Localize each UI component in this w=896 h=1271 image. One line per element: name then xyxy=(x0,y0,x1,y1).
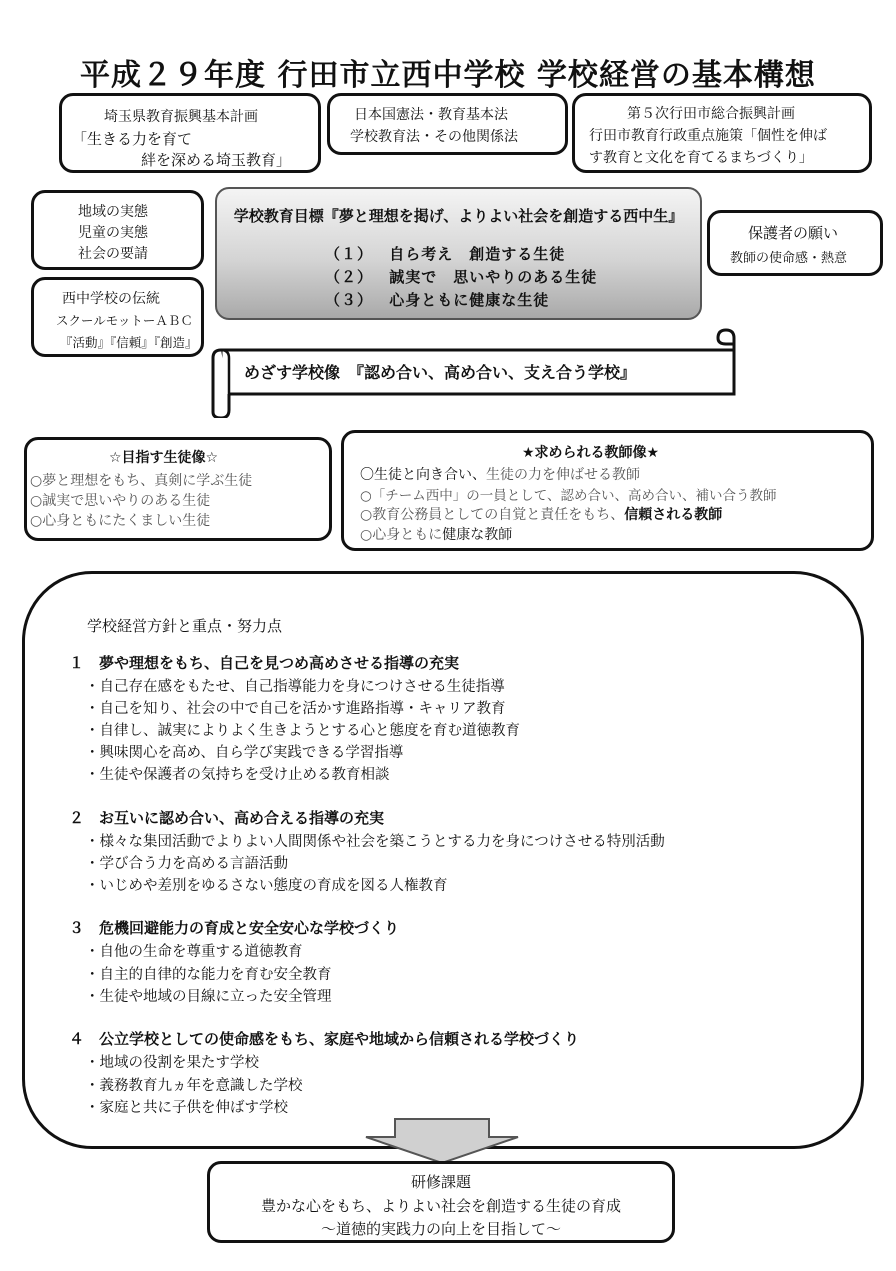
jittai-line2: 児童の実態 xyxy=(78,225,148,241)
research-title: 研修課題 xyxy=(410,1173,471,1191)
saitama-heading: 埼玉県教育振興基本計画 xyxy=(104,109,258,125)
policy-item: ・自主的自律的な能力を育む安全教育 xyxy=(85,967,332,983)
policy-section-title: ３ 危機回避能力の育成と安全安心な学校づくり xyxy=(69,919,400,937)
tradition-line3: 『活動』『信頼』『創造』 xyxy=(60,335,198,350)
student-image-title: ☆目指す生徒像☆ xyxy=(109,450,219,466)
saitama-line1: 「生きる力を育て xyxy=(72,130,193,148)
tradition-box xyxy=(31,277,204,357)
goal-item-num: （３） xyxy=(325,291,374,309)
teacher-image-box xyxy=(341,430,874,551)
saitama-plan-box xyxy=(59,93,321,173)
policy-item: ・義務教育九ヵ年を意識した学校 xyxy=(85,1078,303,1094)
jittai-line3: 社会の要請 xyxy=(78,246,148,262)
school-goal-title: 学校教育目標『夢と理想を掲げ、よりよい社会を創造する西中生』 xyxy=(233,207,684,225)
policy-item: ・地域の役割を果たす学校 xyxy=(85,1055,259,1071)
tradition-line2: スクールモットーＡＢＣ xyxy=(56,313,193,328)
policy-item: ・家庭と共に子供を伸ばす学校 xyxy=(85,1100,288,1116)
jittai-box xyxy=(31,190,204,270)
policy-item: ・学び合う力を高める言語活動 xyxy=(85,856,288,872)
down-arrow-icon xyxy=(362,1117,522,1165)
saitama-line2: 絆を深める埼玉教育」 xyxy=(141,151,292,169)
parents-line1: 保護者の願い xyxy=(748,224,839,242)
policy-item: ・様々な集団活動でよりよい人間関係や社会を築こうとする力を身につけさせる特別活動 xyxy=(85,834,665,850)
parents-wish-box xyxy=(707,210,883,276)
tradition-line1: 西中学校の伝統 xyxy=(62,291,160,307)
page-title: 平成２９年度 行田市立西中学校 学校経営の基本構想 xyxy=(80,58,816,93)
teacher-item-lead: ○教育公務員としての自覚と責任をもち、 xyxy=(360,507,625,523)
student-image-item: ○夢と理想をもち、真剣に学ぶ生徒 xyxy=(30,473,253,489)
student-image-item: ○心身ともにたくましい生徒 xyxy=(30,513,211,529)
teacher-image-title: ★求められる教師像★ xyxy=(522,445,660,461)
policy-item: ・自他の生命を尊重する道徳教育 xyxy=(85,944,303,960)
policy-section-title: ２ お互いに認め合い、高め合える指導の充実 xyxy=(69,809,385,827)
goal-item-num: （１） xyxy=(325,245,374,263)
policy-item: ・興味関心を高め、自ら学び実践できる学習指導 xyxy=(85,745,404,761)
policy-item: ・いじめや差別をゆるさない態度の育成を図る人権教育 xyxy=(85,878,448,894)
policy-item: ・生徒や保護者の気持ちを受け止める教育相談 xyxy=(85,767,390,783)
law-box xyxy=(327,93,568,155)
parents-line2: 教師の使命感・熱意 xyxy=(730,251,848,266)
teacher-image-item xyxy=(360,464,640,484)
policy-item: ・自己存在感をもたせ、自己指導能力を身につけさせる生徒指導 xyxy=(85,679,505,695)
goal-item-2 xyxy=(325,266,597,287)
teacher-image-item xyxy=(360,504,722,524)
student-image-box xyxy=(24,437,332,541)
goal-item-text: 誠実で 思いやりのある生徒 xyxy=(389,268,598,286)
gyoda-plan-box xyxy=(572,93,872,173)
teacher-item-lead: 〇生徒と向き合い、 xyxy=(360,467,486,483)
gyoda-line1: 第５次行田市総合振興計画 xyxy=(627,106,795,122)
gyoda-line3: す教育と文化を育てるまちづくり」 xyxy=(589,150,813,166)
research-line1: 豊かな心をもち、よりよい社会を創造する生徒の育成 xyxy=(260,1197,621,1215)
teacher-item-rest: 健康な教師 xyxy=(442,527,513,543)
policy-item: ・自己を知り、社会の中で自己を活かす進路指導・キャリア教育 xyxy=(85,701,506,717)
policy-item: ・自律し、誠実によりよく生きようとする心と態度を育む道徳教育 xyxy=(85,723,520,739)
gyoda-line2: 行田市教育行政重点施策「個性を伸ば xyxy=(589,128,827,144)
policy-section-title: ４ 公立学校としての使命感をもち、家庭や地域から信頼される学校づくり xyxy=(69,1030,580,1048)
school-goal-box xyxy=(215,187,702,320)
law-line2: 学校教育法・その他関係法 xyxy=(350,129,518,145)
jittai-line1: 地域の実態 xyxy=(78,204,148,220)
teacher-item-rest: 生徒の力を伸ばせる教師 xyxy=(486,467,640,483)
teacher-image-item xyxy=(360,524,512,544)
policy-item: ・生徒や地域の目線に立った安全管理 xyxy=(85,989,332,1005)
teacher-item-rest: 信頼される教師 xyxy=(624,507,723,523)
student-image-item: ○誠実で思いやりのある生徒 xyxy=(30,493,211,509)
goal-item-text: 心身ともに健康な生徒 xyxy=(389,291,550,309)
teacher-image-item: ○「チーム西中」の一員として、認め合い、高め合い、補い合う教師 xyxy=(360,488,777,504)
policy-section-title: １ 夢や理想をもち、自己を見つめ高めさせる指導の充実 xyxy=(69,654,460,672)
research-line2: ～道徳的実践力の向上を目指して～ xyxy=(320,1220,561,1238)
goal-item-text: 自ら考え 創造する生徒 xyxy=(389,245,566,263)
goal-item-1 xyxy=(325,243,565,264)
goal-item-num: （２） xyxy=(325,268,374,286)
school-vision: めざす学校像 『認め合い、高め合い、支え合う学校』 xyxy=(244,363,637,382)
goal-item-3 xyxy=(325,289,549,310)
teacher-item-lead: ○心身ともに xyxy=(360,527,443,543)
policy-heading: 学校経営方針と重点・努力点 xyxy=(87,617,283,635)
research-theme-box xyxy=(207,1161,675,1243)
school-policy-box xyxy=(22,571,864,1149)
law-line1: 日本国憲法・教育基本法 xyxy=(354,107,508,123)
